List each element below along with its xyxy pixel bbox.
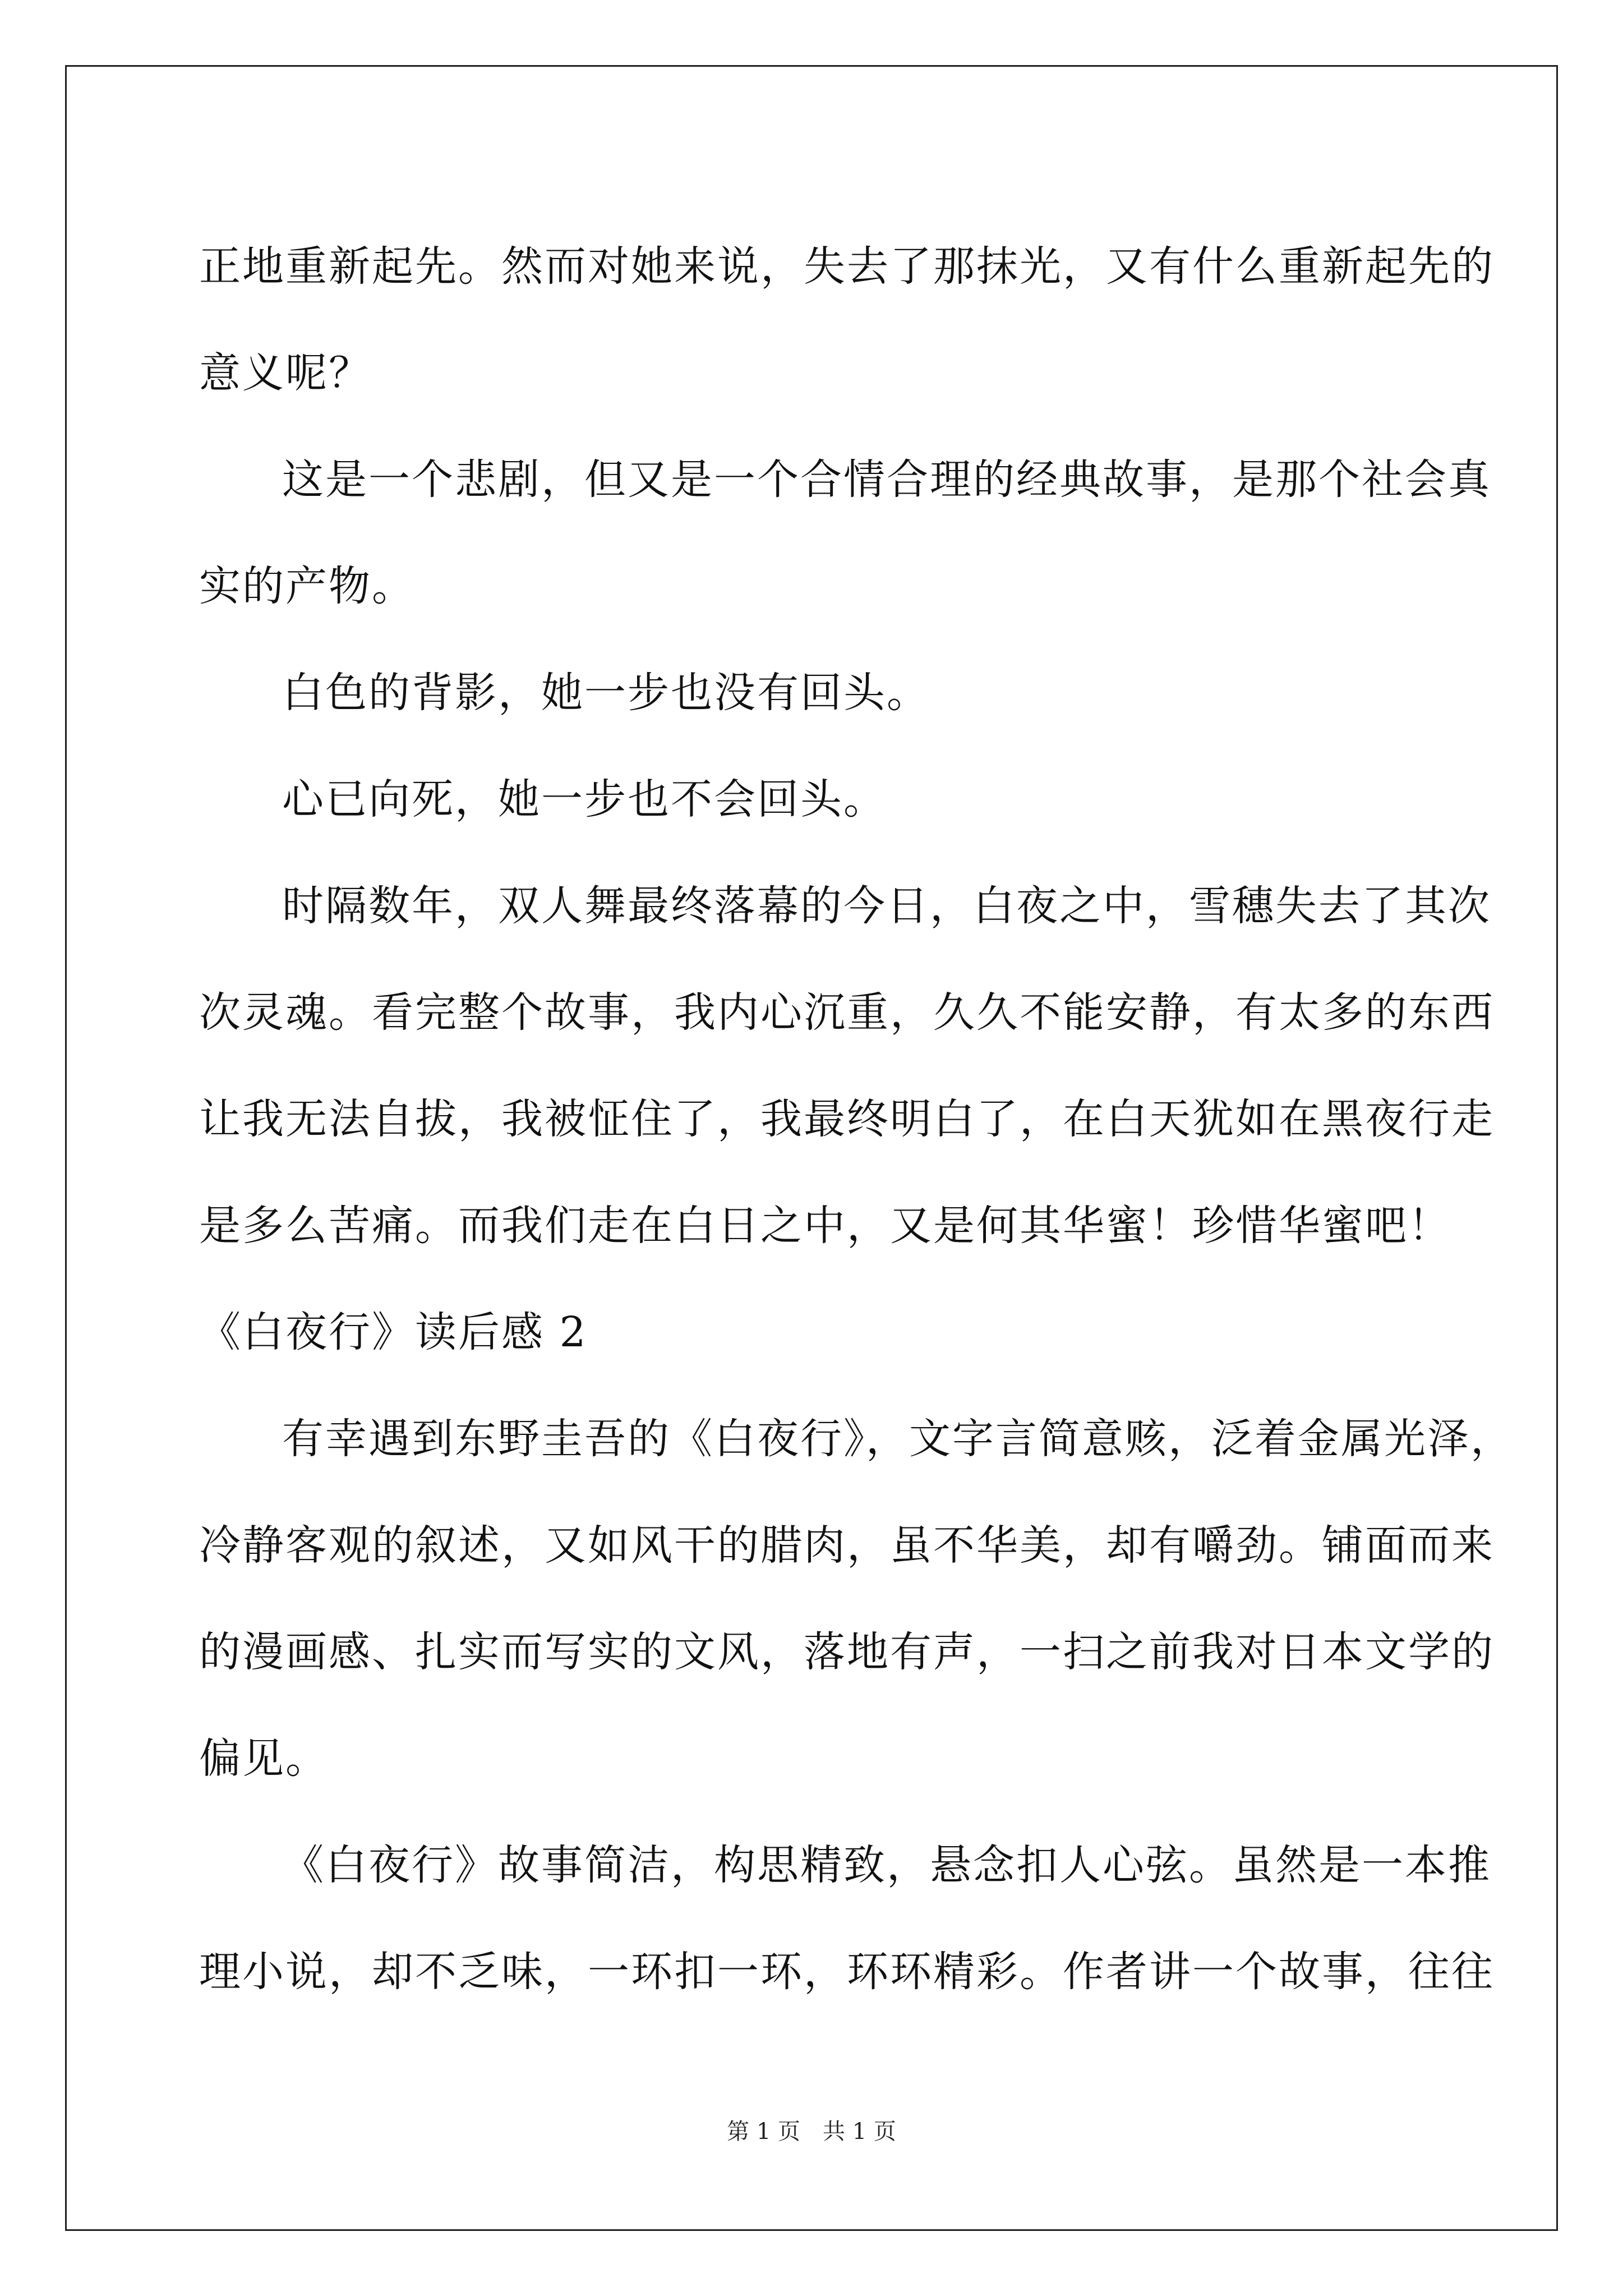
text-line: 白色的背影，她一步也没有回头。: [282, 669, 930, 717]
text-line: 意义呢？: [199, 349, 372, 397]
text-line: 的漫画感、扎实而写实的文风，落地有声，一扫之前我对日本文学的: [199, 1628, 1495, 1676]
text-line: 偏见。: [199, 1734, 329, 1783]
page-footer: 第 1 页 共 1 页: [727, 2119, 896, 2145]
text-line: 这是一个悲剧，但又是一个合情合理的经典故事，是那个社会真: [282, 455, 1491, 504]
text-line: 心已向死，她一步也不会回头。: [282, 775, 887, 823]
section-heading: 《白夜行》读后感 2: [199, 1308, 588, 1356]
text-line: 冷静客观的叙述，又如风干的腊肉，虽不华美，却有嚼劲。铺面而来: [199, 1521, 1495, 1570]
text-line: 次灵魂。看完整个故事，我内心沉重，久久不能安静，有太多的东西: [199, 988, 1495, 1037]
text-line: 实的产物。: [199, 562, 415, 610]
text-line: 让我无法自拔，我被怔住了，我最终明白了，在白天犹如在黑夜行走: [199, 1095, 1495, 1143]
text-line: 有幸遇到东野圭吾的《白夜行》，文字言简意赅，泛着金属光泽，: [282, 1415, 1514, 1463]
document-body: [199, 213, 1514, 2025]
text-line: 时隔数年，双人舞最终落幕的今日，白夜之中，雪穗失去了其次: [282, 882, 1491, 930]
text-line: 正地重新起先。然而对她来说，失去了那抹光，又有什么重新起先的: [199, 242, 1495, 291]
text-line: 是多么苦痛。而我们走在白日之中，又是何其华蜜！珍惜华蜜吧！: [199, 1202, 1451, 1250]
text-line: 《白夜行》故事简洁，构思精致，悬念扣人心弦。虽然是一本推: [282, 1841, 1491, 1889]
text-line: 理小说，却不乏味，一环扣一环，环环精彩。作者讲一个故事，往往: [199, 1948, 1495, 1996]
